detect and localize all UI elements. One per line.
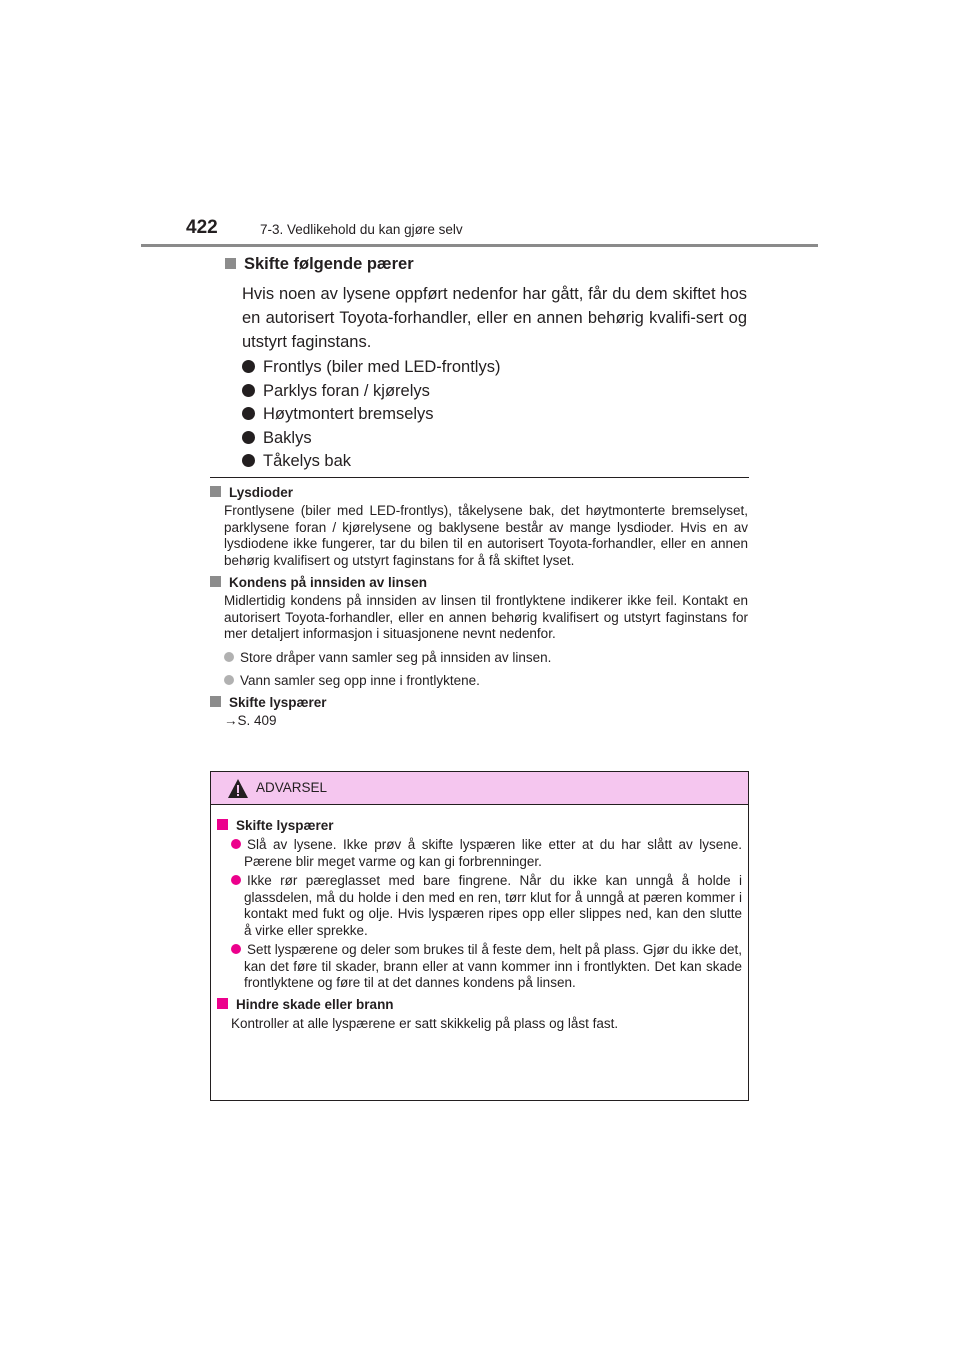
notes-section — [210, 484, 748, 734]
warning-item: Ikke rør pæreglasset med bare fingrene. Når du ikke kan unngå å holde i glassdelen, må du holde i den med en ren, tørr klut for å unngå at pæren kommer i kontakt med fukt og olje. Hvis lyspæren ripes opp eller slippes ned, kan den slutte å virke eller sprekke. — [231, 873, 742, 939]
warning-heading: Hindre skade eller brann — [217, 996, 742, 1013]
bulb-list — [242, 356, 747, 474]
bullet-icon — [242, 360, 255, 373]
note-leds — [210, 484, 748, 569]
bullet-icon — [231, 875, 241, 885]
bullet-icon — [224, 675, 234, 685]
page-number: 422 — [186, 217, 218, 238]
square-bullet-icon — [217, 819, 228, 830]
note-bullet: Store dråper vann samler seg på innsiden av linsen. — [224, 649, 748, 666]
chapter-title: 7-3. Vedlikehold du kan gjøre selv — [260, 222, 463, 237]
warning-item: Sett lyspærene og deler som brukes til å feste dem, helt på plass. Gjør du ikke det, kan det føre til skader, brann eller at vann kommer inn i frontlykten. Det kan skade frontlyktene og føre til at det dannes kondens på linsen. — [231, 942, 742, 992]
square-bullet-icon — [210, 696, 221, 707]
note-heading: Lysdioder — [210, 484, 748, 501]
section-divider — [210, 477, 749, 478]
bullet-icon — [231, 839, 241, 849]
bullet-icon — [242, 431, 255, 444]
bullet-icon — [224, 652, 234, 662]
square-bullet-icon — [225, 258, 236, 269]
square-bullet-icon — [217, 998, 228, 1009]
list-item: Høytmontert bremselys — [242, 403, 747, 427]
section-intro: Hvis noen av lysene oppført nedenfor har gått, får du dem skiftet hos en autorisert Toyota-forhandler, eller en annen behørig kvalifi-sert og utstyrt faginstans. — [242, 285, 747, 351]
warning-body — [211, 805, 748, 1032]
note-text: Frontlysene (biler med LED-frontlys), tåkelysene bak, det høytmonterte bremselyset, parklysene foran / kjørelysene og baklysene består av mange lysdioder. Hvis en av lysdiodene ikke fungerer, tar du bilen til en autorisert Toyota-forhandler, eller en annen behørig kvalifisert og utstyrt faginstans for å få skiftet lyset. — [224, 503, 748, 568]
bullet-icon — [231, 944, 241, 954]
note-text: Midlertidig kondens på innsiden av linsen til frontlyktene indikerer ikke feil. Kontakt en autorisert Toyota-forhandler, eller en annen behørig kvalifisert og utstyrt faginstans for mer detaljert informasjon i situasjonene nevnt nedenfor. — [224, 593, 748, 641]
list-item: Baklys — [242, 427, 747, 451]
square-bullet-icon — [210, 576, 221, 587]
warning-item: Slå av lysene. Ikke prøv å skifte lyspæren like etter at du har slått av lysene. Pærene blir meget varme og kan gi forbrenninger. — [231, 837, 742, 870]
main-section — [225, 255, 747, 474]
page-reference-link[interactable]: →S. 409 — [224, 712, 277, 728]
note-heading: Skifte lyspærer — [210, 694, 748, 711]
bullet-icon — [242, 384, 255, 397]
warning-title: ADVARSEL — [256, 780, 328, 795]
note-condensation — [210, 574, 748, 689]
list-item: Parklys foran / kjørelys — [242, 380, 747, 404]
note-bullet: Vann samler seg opp inne i frontlyktene. — [224, 672, 748, 689]
warning-header — [211, 772, 748, 805]
bullet-icon — [242, 454, 255, 467]
warning-text: Kontroller at alle lyspærene er satt skikkelig på plass og låst fast. — [231, 1015, 619, 1031]
square-bullet-icon — [210, 486, 221, 497]
header-rule — [141, 244, 818, 247]
bullet-icon — [242, 407, 255, 420]
warning-heading: Skifte lyspærer — [217, 817, 742, 834]
list-item: Tåkelys bak — [242, 450, 747, 474]
section-heading: Skifte følgende pærer — [225, 255, 747, 274]
list-item: Frontlys (biler med LED-frontlys) — [242, 356, 747, 380]
note-replace-bulbs — [210, 694, 748, 730]
warning-triangle-icon — [227, 778, 249, 800]
warning-box — [210, 771, 749, 1101]
note-heading: Kondens på innsiden av linsen — [210, 574, 748, 591]
